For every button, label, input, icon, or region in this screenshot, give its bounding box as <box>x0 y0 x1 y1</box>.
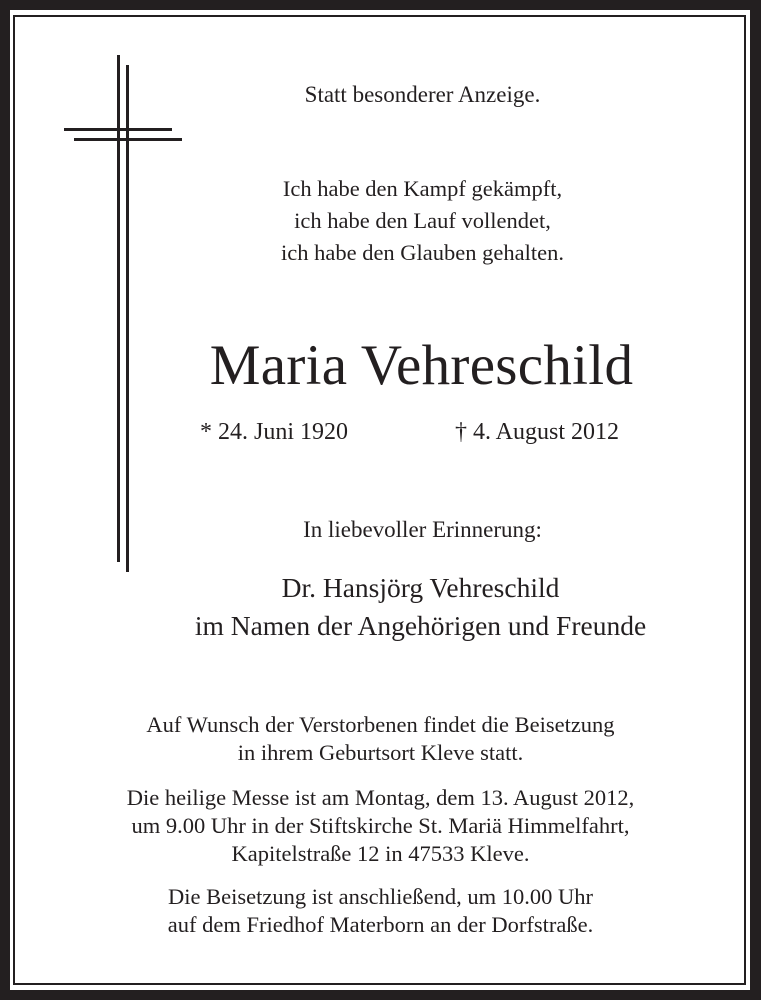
cross-horizontal-bottom <box>74 138 182 141</box>
verse-line: Ich habe den Kampf gekämpft, <box>282 176 563 201</box>
inner-border-frame <box>13 15 746 985</box>
death-date: † 4. August 2012 <box>455 419 620 445</box>
cross-horizontal-top <box>64 128 172 131</box>
cross-vertical-right <box>126 65 129 572</box>
burial-note-line: in ihrem Geburtsort Kleve statt. <box>237 740 524 765</box>
burial-note-line: Auf Wunsch der Verstorbenen findet die Beisetzung <box>146 712 615 737</box>
mass-info-line: um 9.00 Uhr in der Stiftskirche St. Mariä Himmelfahrt, <box>131 813 630 838</box>
interment-info-line: Die Beisetzung ist anschließend, um 10.00 Uhr <box>168 884 593 909</box>
remembrance-line: In liebevoller Erinnerung: <box>303 517 542 542</box>
mourner-relation: im Namen der Angehörigen und Freunde <box>194 610 647 641</box>
mass-info-line: Die heilige Messe ist am Montag, dem 13. August 2012, <box>126 785 635 810</box>
mourner-name: Dr. Hansjörg Vehreschild <box>281 572 560 603</box>
mass-info-line: Kapitelstraße 12 in 47533 Kleve. <box>231 841 530 866</box>
verse-line: ich habe den Glauben gehalten. <box>280 240 564 265</box>
verse-line: ich habe den Lauf vollendet, <box>294 208 551 233</box>
birth-date: * 24. Juni 1920 <box>200 419 349 445</box>
cross-vertical-left <box>117 55 120 562</box>
notice-header: Statt besonderer Anzeige. <box>304 82 541 107</box>
interment-info-line: auf dem Friedhof Materborn an der Dorfstraße. <box>167 912 594 937</box>
deceased-name: Maria Vehreschild <box>209 334 634 397</box>
